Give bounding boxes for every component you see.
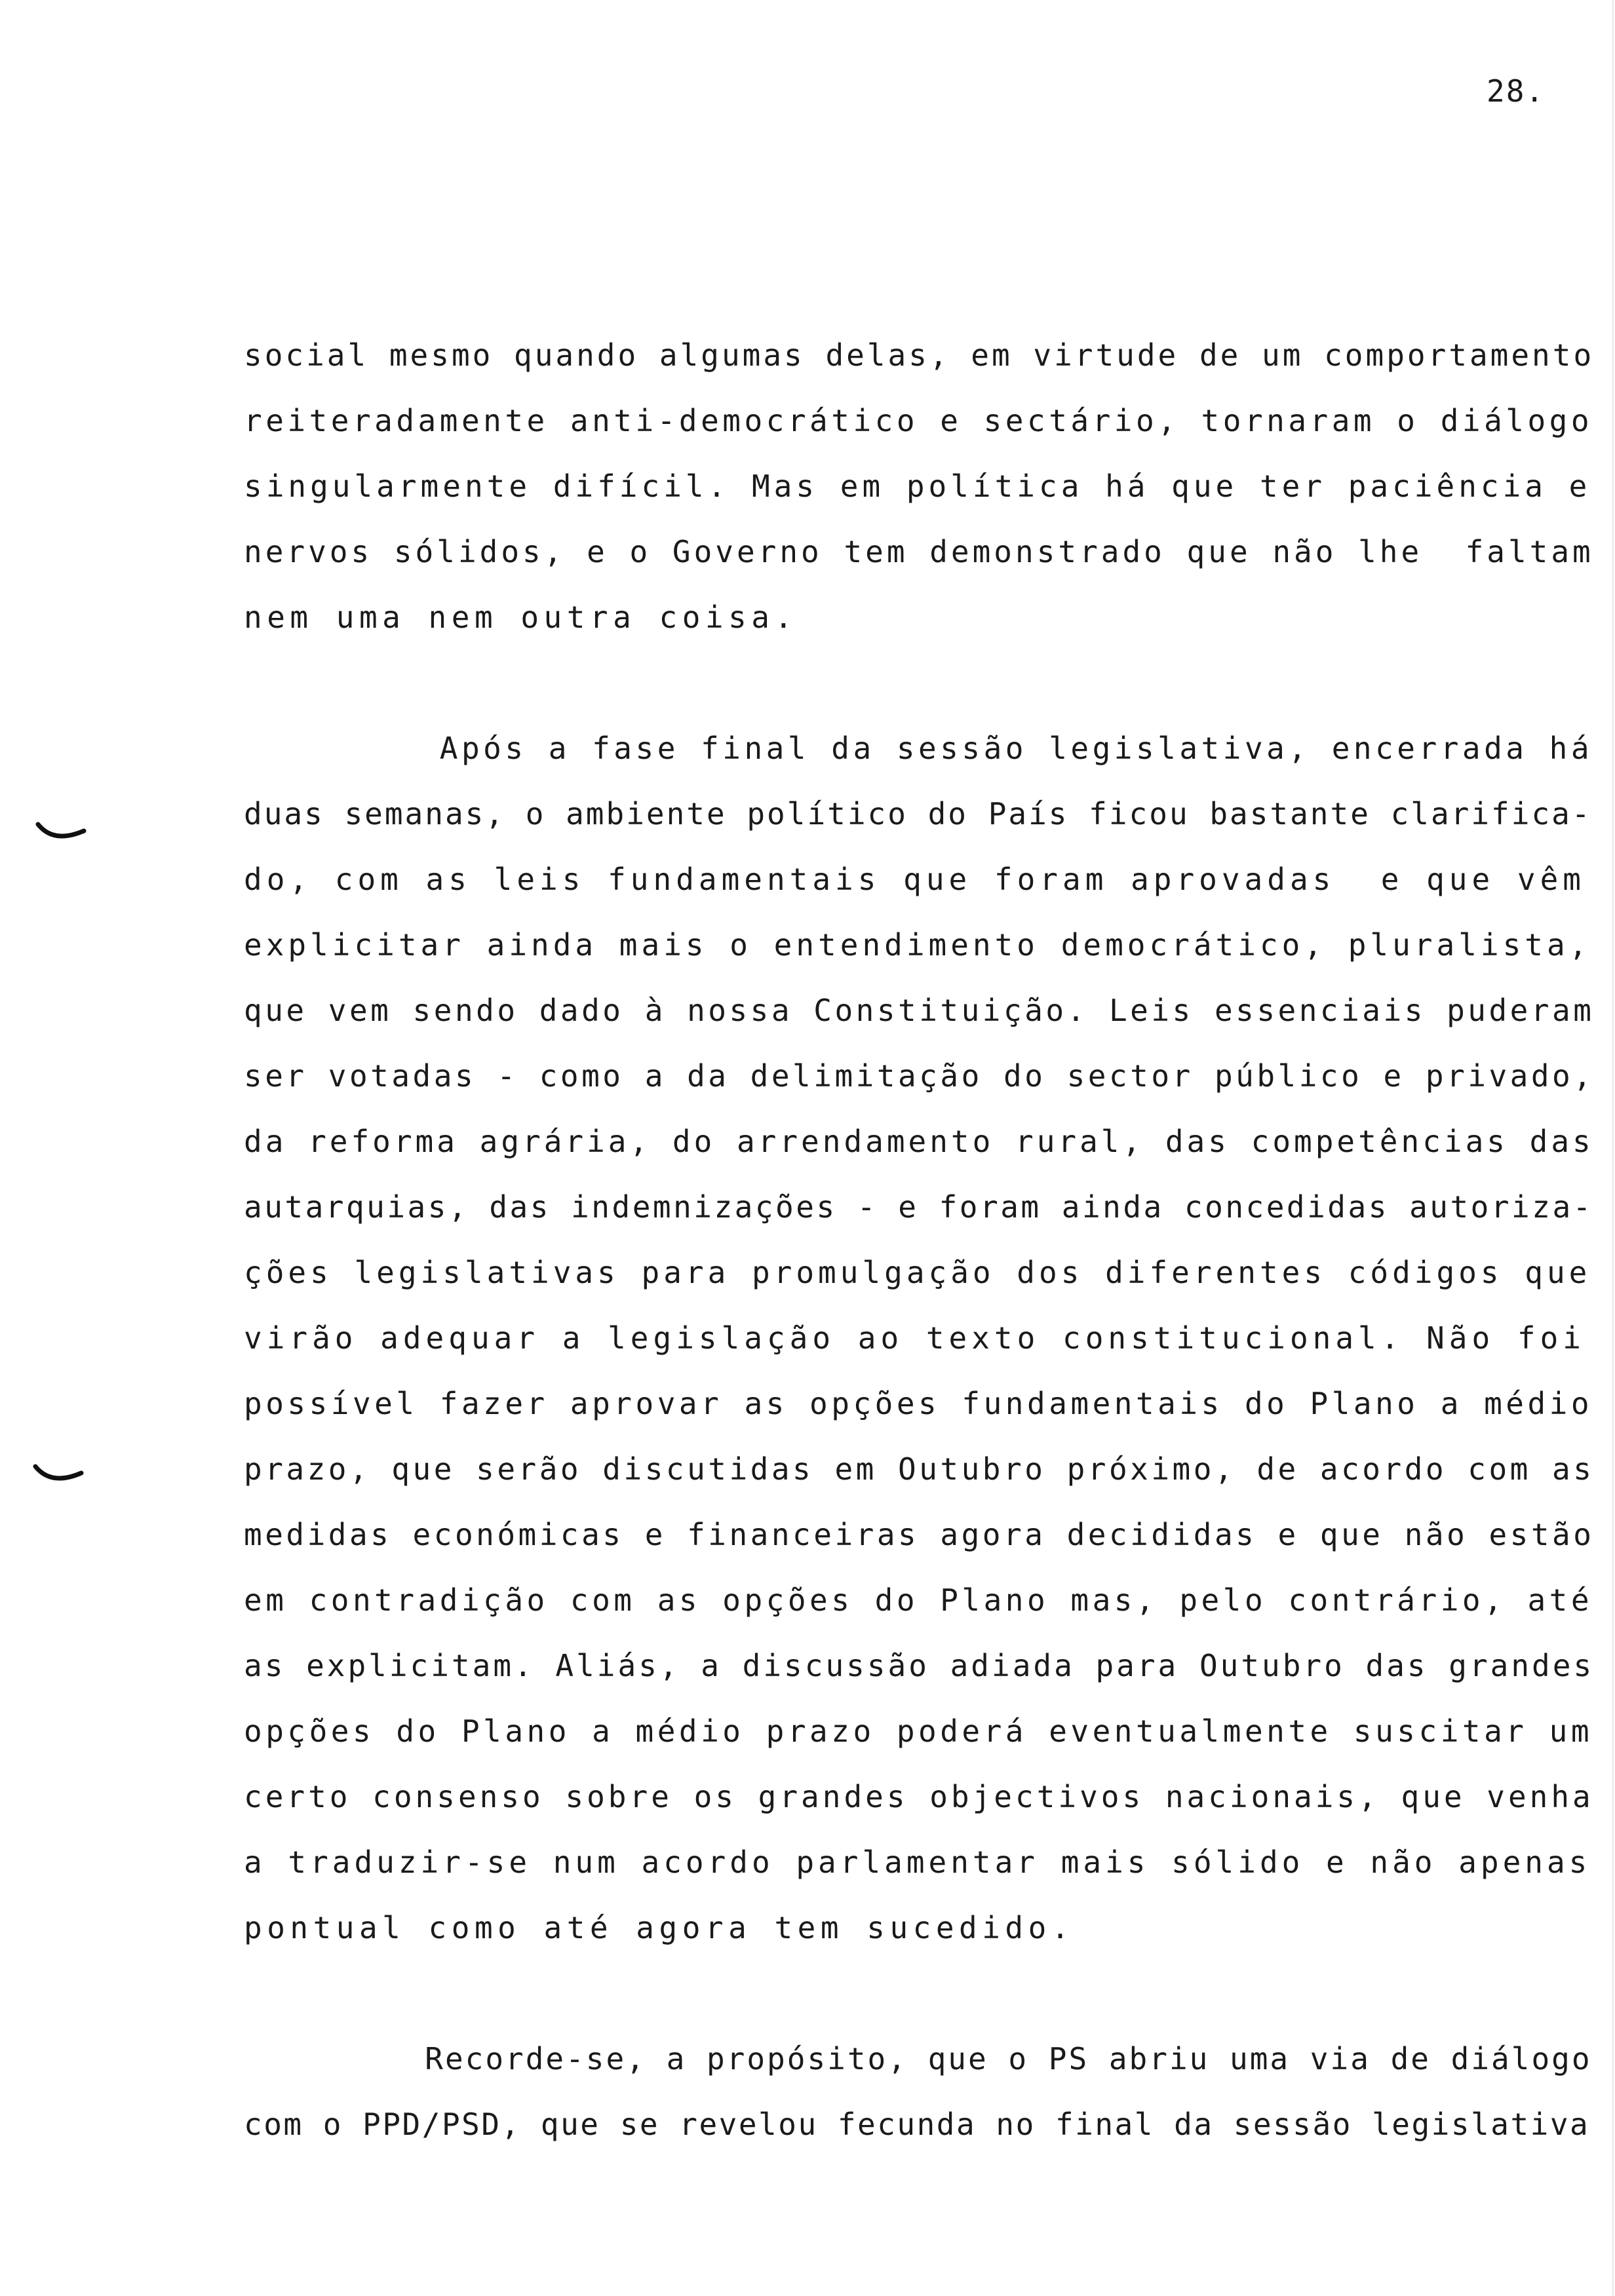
text-line: prazo, que serão discutidas em Outubro próximo, de acordo com as [244, 1451, 1595, 1487]
text-line: social mesmo quando algumas delas, em virtude de um comportamento [244, 337, 1595, 373]
text-line: pontual como até agora tem sucedido. [244, 1910, 1074, 1945]
text-line: ser votadas - como a da delimitação do sector público e privado, [244, 1058, 1595, 1094]
text-line: medidas económicas e financeiras agora decididas e que não estão [244, 1517, 1595, 1552]
text-line: autarquias, das indemnizações - e foram ainda concedidas autoriza- [244, 1189, 1593, 1225]
text-line: duas semanas, o ambiente político do País ficou bastante clarifica- [244, 796, 1592, 832]
text-line: com o PPD/PSD, que se revelou fecunda no final da sessão legislativa [244, 2107, 1590, 2142]
text-line: nem uma nem outra coisa. [244, 600, 798, 635]
text-line: nervos sólidos, e o Governo tem demonstrado que não lhe faltam [244, 534, 1594, 569]
text-line: as explicitam. Aliás, a discussão adiada para Outubro das grandes [244, 1648, 1595, 1683]
text-line: possível fazer aprovar as opções fundamentais do Plano a médio [244, 1386, 1593, 1421]
text-line: a traduzir-se num acordo parlamentar mais sólido e não apenas [244, 1845, 1591, 1880]
text-line: que vem sendo dado à nossa Constituição. Leis essenciais puderam [244, 993, 1595, 1028]
margin-punch-mark [31, 1460, 85, 1494]
text-line: reiteradamente anti-democrático e sectário, tornaram o diálogo [244, 403, 1593, 438]
text-line: ções legislativas para promulgação dos diferentes códigos que [244, 1255, 1591, 1290]
text-line: da reforma agrária, do arrendamento rural, das competências das [244, 1124, 1594, 1159]
text-line: Após a fase final da sessão legislativa, encerrada há [244, 731, 1593, 766]
text-line: opções do Plano a médio prazo poderá eventualmente suscitar um [244, 1713, 1593, 1749]
text-line: singularmente difícil. Mas em política há que ter paciência e [244, 469, 1591, 504]
text-line: Recorde-se, a propósito, que o PS abriu uma via de diálogo [244, 2041, 1592, 2076]
right-edge-shadow [1612, 0, 1614, 2296]
text-line: do, com as leis fundamentais que foram aprovadas e que vêm [244, 862, 1586, 897]
margin-punch-mark [34, 818, 88, 852]
text-line: em contradição com as opções do Plano mas, pelo contrário, até [244, 1582, 1593, 1618]
text-line: virão adequar a legislação ao texto constitucional. Não foi [244, 1320, 1586, 1356]
page-number: 28. [1487, 73, 1546, 109]
text-line: explicitar ainda mais o entendimento democrático, pluralista, [244, 927, 1591, 963]
text-line: certo consenso sobre os grandes objectivos nacionais, que venha [244, 1779, 1594, 1814]
